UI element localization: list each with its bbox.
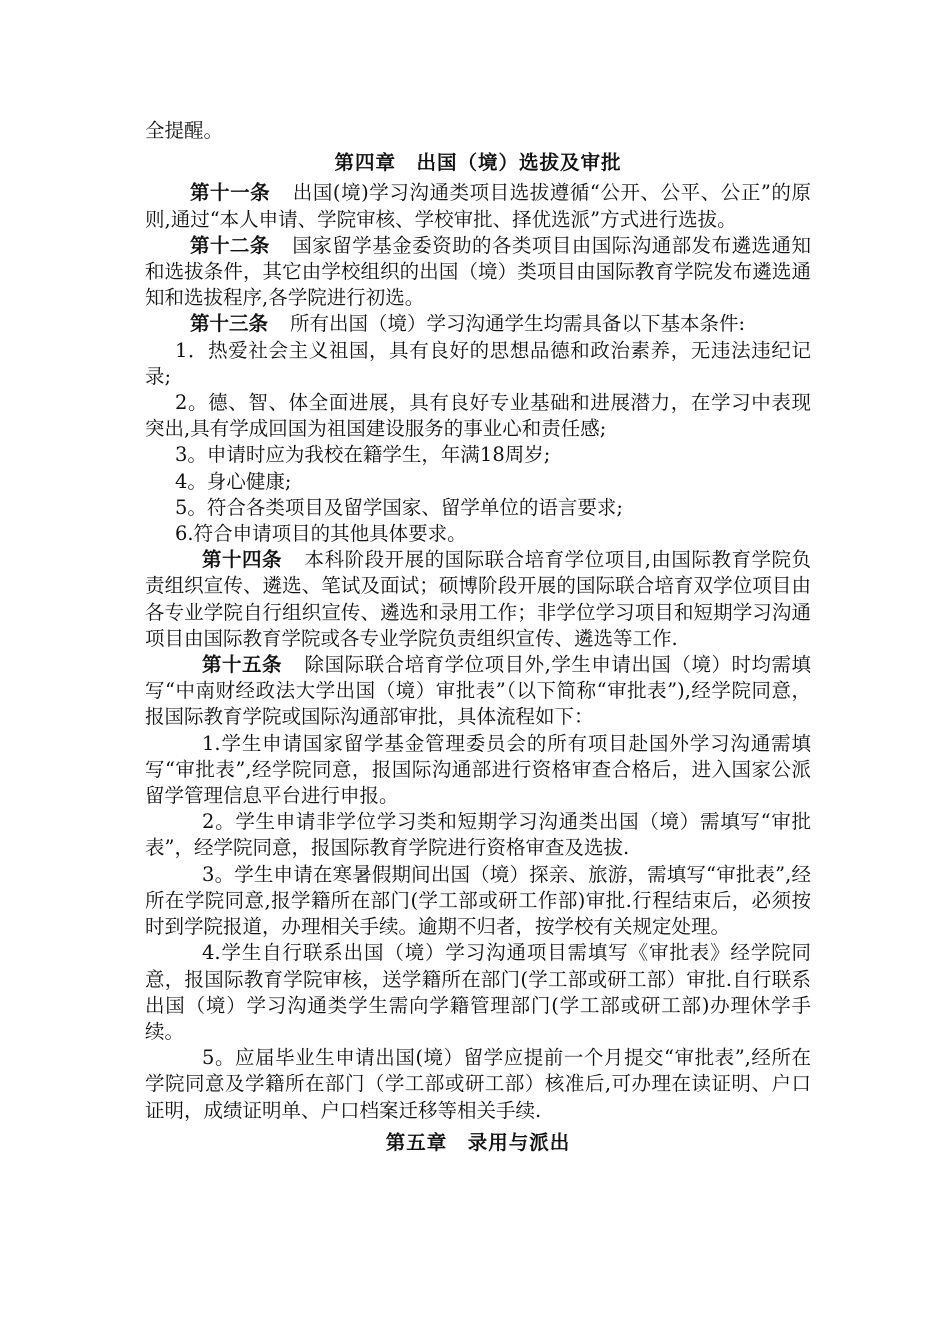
article-14-text: 本科阶段开展的国际联合培育学位项目,由国际教育学院负责组织宣传、遴选、笔试及面试；硕博阶段开展的国际联合培育双学位项目由各专业学院自行组织宣传、遴选和录用工作；非学位学习项目和短期学习沟通项目由国际教育学院或各专业学院负责组织宣传、遴选等工作. [145,548,811,650]
article-13 [145,311,811,337]
document-page [145,118,811,1160]
article-15-item-4: 4.学生自行联系出国（境）学习沟通项目需填写《审批表》经学院同意，报国际教育学院审核，送学籍所在部门(学工部或研工部）审批.自行联系出国（境）学习沟通类学生需向学籍管理部门(学工部或研工部)办理休学手续。 [145,941,811,1043]
article-12-label: 第十二条 [190,233,270,257]
article-11-label: 第十一条 [190,181,271,205]
article-13-item-2: 2。德、智、体全面进展，具有良好专业基础和进展潜力，在学习中表现突出,具有学成回国为祖国建设服务的事业心和责任感; [145,391,811,441]
article-11-text: 出国(境)学习沟通类项目选拔遵循“公开、公平、公正”的原则,通过“本人申请、学院审核、学校审批、择优选派”方式进行选拔。 [145,181,811,231]
article-14-label: 第十四条 [202,548,283,572]
article-13-text: 所有出国（境）学习沟通学生均需具备以下基本条件: [290,312,746,336]
article-12 [145,233,811,312]
article-14 [145,547,811,652]
article-13-item-6: 6.符合申请项目的其他具体要求。 [175,522,467,546]
article-12-text: 国家留学基金委资助的各类项目由国际沟通部发布遴选通知和选拔条件，其它由学校组织的出国（境）类项目由国际教育学院发布遴选通知和选拔程序,各学院进行初选。 [145,233,811,310]
article-13-item-1: 1．热爱社会主义祖国，具有良好的思想品德和政治素养，无违法违纪记录; [145,338,811,388]
chapter-5-heading: 第五章 录用与派出 [385,1130,571,1154]
article-15 [145,652,811,731]
article-13-item-4: 4。身心健康; [175,469,292,493]
article-15-item-3: 3。学生申请在寒暑假期间出国（境）探亲、旅游，需填写“审批表”,经所在学院同意,报学籍所在部门(学工部或研工作部)审批.行程结束后，必须按时到学院报道，办理相关手续。逾期不归者，按学校有关规定处理。 [145,862,811,939]
article-13-item-5: 5。符合各类项目及留学国家、留学单位的语言要求; [175,495,623,519]
article-15-label: 第十五条 [202,653,283,677]
chapter-4-heading: 第四章 出国（境）选拔及审批 [334,151,622,175]
article-13-item-3: 3。申请时应为我校在籍学生，年满18周岁; [175,443,551,467]
article-15-item-5: 5。应届毕业生申请出国(境）留学应提前一个月提交“审批表”,经所在学院同意及学籍所在部门（学工部或研工部）核准后,可办理在读证明、户口证明，成绩证明单、户口档案迁移等相关手续. [145,1046,811,1122]
carryover-text: 全提醒。 [145,119,224,142]
article-15-item-2: 2。学生申请非学位学习类和短期学习沟通类出国（境）需填写“审批表”，经学院同意，报国际教育学院进行资格审查及选拔. [145,810,811,860]
article-11 [145,180,811,232]
article-15-item-1: 1.学生申请国家留学基金管理委员会的所有项目赴国外学习沟通需填写“审批表”,经学院同意，报国际沟通部进行资格审查合格后，进入国家公派留学管理信息平台进行申报。 [145,731,811,808]
article-15-text: 除国际联合培育学位项目外,学生申请出国（境）时均需填写“中南财经政法大学出国（境）审批表”（以下简称“审批表”),经学院同意，报国际教育学院或国际沟通部审批，具体流程如下： [145,653,811,729]
article-13-label: 第十三条 [190,312,269,336]
